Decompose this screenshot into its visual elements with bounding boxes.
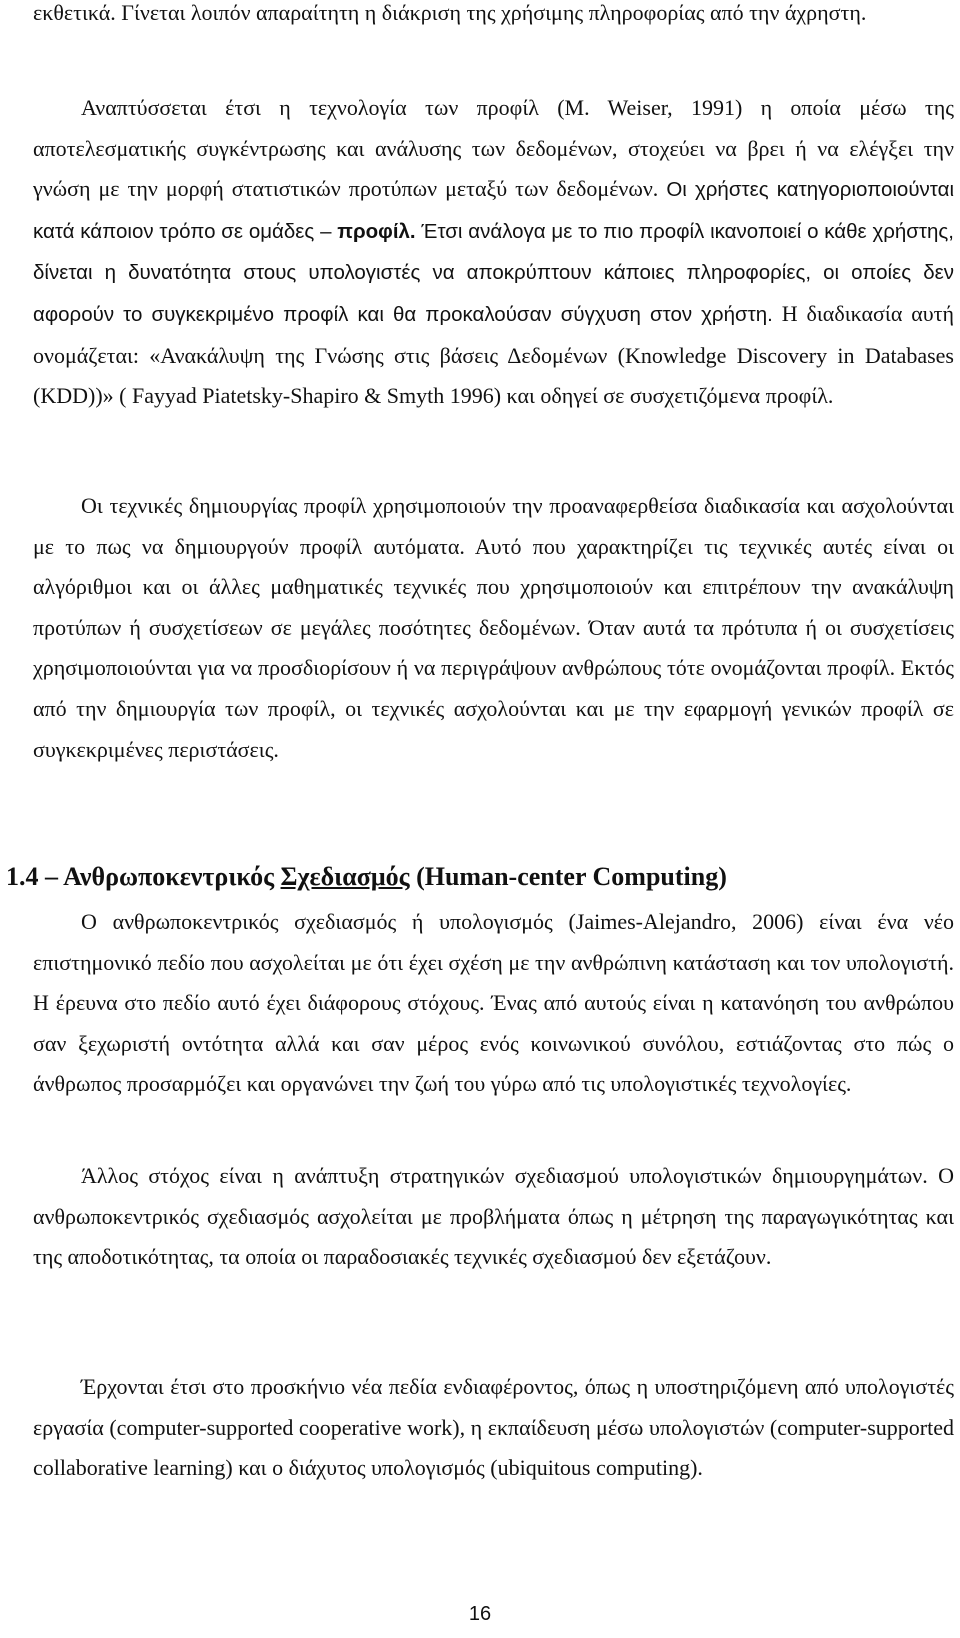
paragraph-new-fields: [33, 1367, 954, 1489]
section-heading: 1.4 – Ανθρωποκεντρικός Σχεδιασμός (Human-center Computing): [6, 862, 727, 891]
keyword-profile: προφίλ.: [337, 219, 416, 243]
paragraph-text: Οι τεχνικές δημιουργίας προφίλ χρησιμοποιούν την προαναφερθείσα διαδικασία και ασχολούνται με το πως να δημιουργούν προφίλ αυτόματα. Αυτό που χαρακτηρίζει τις τεχνικές αυτές είναι οι αλγόριθμοι και οι άλλες μαθηματικές τεχνικές που χρησιμοποιούν και επιτρέπουν την ανακάλυψη προτύπων ή συσχετίσεων σε μεγάλες ποσότητες δεδομένων. Όταν αυτά τα πρότυπα ή οι συσχετίσεις χρησιμοποιούνται για να προσδιορίσουν ή να περιγράψουν ανθρώπους τότε ονομάζονται προφίλ. Εκτός από την δημιουργία των προφίλ, οι τεχνικές ασχολούνται και με την εφαρμογή γενικών προφίλ σε συγκεκριμένες περιστάσεις.: [33, 493, 954, 762]
heading-underlined-word: Σχεδιασμός: [280, 862, 410, 891]
paragraph-design-strategies: [33, 1156, 954, 1278]
paragraph-human-centered: [33, 902, 954, 1105]
paragraph-text-sans: Έτσι ανάλογα με το πιο προφίλ ικανοποιεί ο κάθε χρήστης, δίνεται η δυνατότητα στους υπολογιστές να αποκρύπτουν κάποιες πληροφορίες, οι οποίες δεν αφορούν το συγκεκριμένο προφίλ και θα προκαλούσαν σύγχυση στον χρήστη.: [33, 219, 954, 326]
paragraph-text: εκθετικά. Γίνεται λοιπόν απαραίτητη η διάκριση της χρήσιμης πληροφορίας από την άχρηστη.: [33, 0, 867, 25]
paragraph-text: Έρχονται έτσι στο προσκήνιο νέα πεδία ενδιαφέροντος, όπως η υποστηριζόμενη από υπολογιστές εργασία (computer-supported cooperative work), η εκπαίδευση μέσω υπολογιστών (computer-supported collaborative learning) και ο διάχυτος υπολογισμός (ubiquitous computing).: [33, 1374, 954, 1481]
paragraph-text: Η διαδικασία αυτή ονομάζεται: «Ανακάλυψη της Γνώσης στις βάσεις Δεδομένων (Knowledge Discovery in Databases (KDD))» ( Fayyad Piatetsky-Shapiro & Smyth 1996) και οδηγεί σε συσχετιζόμενα προφίλ.: [33, 300, 954, 409]
paragraph-profile-techniques: [33, 486, 954, 770]
paragraph-text: Άλλος στόχος είναι η ανάπτυξη στρατηγικών σχεδιασμού υπολογιστικών δημιουργημάτων. Ο ανθρωποκεντρικός σχεδιασμός ασχολείται με προβλήματα όπως η μέτρηση της παραγωγικότητας και της αποδοτικότητας, τα οποία οι παραδοσιακές τεχνικές σχεδιασμού δεν εξετάζουν.: [33, 1163, 954, 1270]
paragraph-text: Ο ανθρωποκεντρικός σχεδιασμός ή υπολογισμός (Jaimes-Alejandro, 2006) είναι ένα νέο επιστημονικό πεδίο που ασχολείται με ότι έχει σχέση με την ανθρώπινη κατάσταση και τον υπολογιστή. Η έρευνα στο πεδίο αυτό έχει διάφορους στόχους. Ένας από αυτούς είναι η κατανόηση του ανθρώπου σαν ξεχωριστή οντότητα αλλά και σαν μέρος ενός κοινωνικού συνόλου, εστιάζοντας στο πώς ο άνθρωπος προσαρμόζει και οργανώνει την ζωή του γύρω από τις υπολογιστικές τεχνολογίες.: [33, 909, 954, 1097]
paragraph-intro-continuation: [33, 0, 954, 34]
paragraph-profiles: [33, 88, 954, 417]
paragraph-text: Αναπτύσσεται έτσι η τεχνολογία των προφίλ (M. Weiser, 1991) η οποία μέσω της αποτελεσματικής συγκέντρωσης και ανάλυσης των δεδομένων, στοχεύει να βρει ή να ελέγξει την γνώση με την μορφή στατιστικών προτύπων μεταξύ των δεδομένων.: [33, 95, 954, 202]
page-number: 16: [468, 1603, 492, 1625]
paragraph-text-sans: Οι χρήστες κατηγοριοποιούνται κατά κάποιον τρόπο σε ομάδες –: [33, 178, 954, 243]
